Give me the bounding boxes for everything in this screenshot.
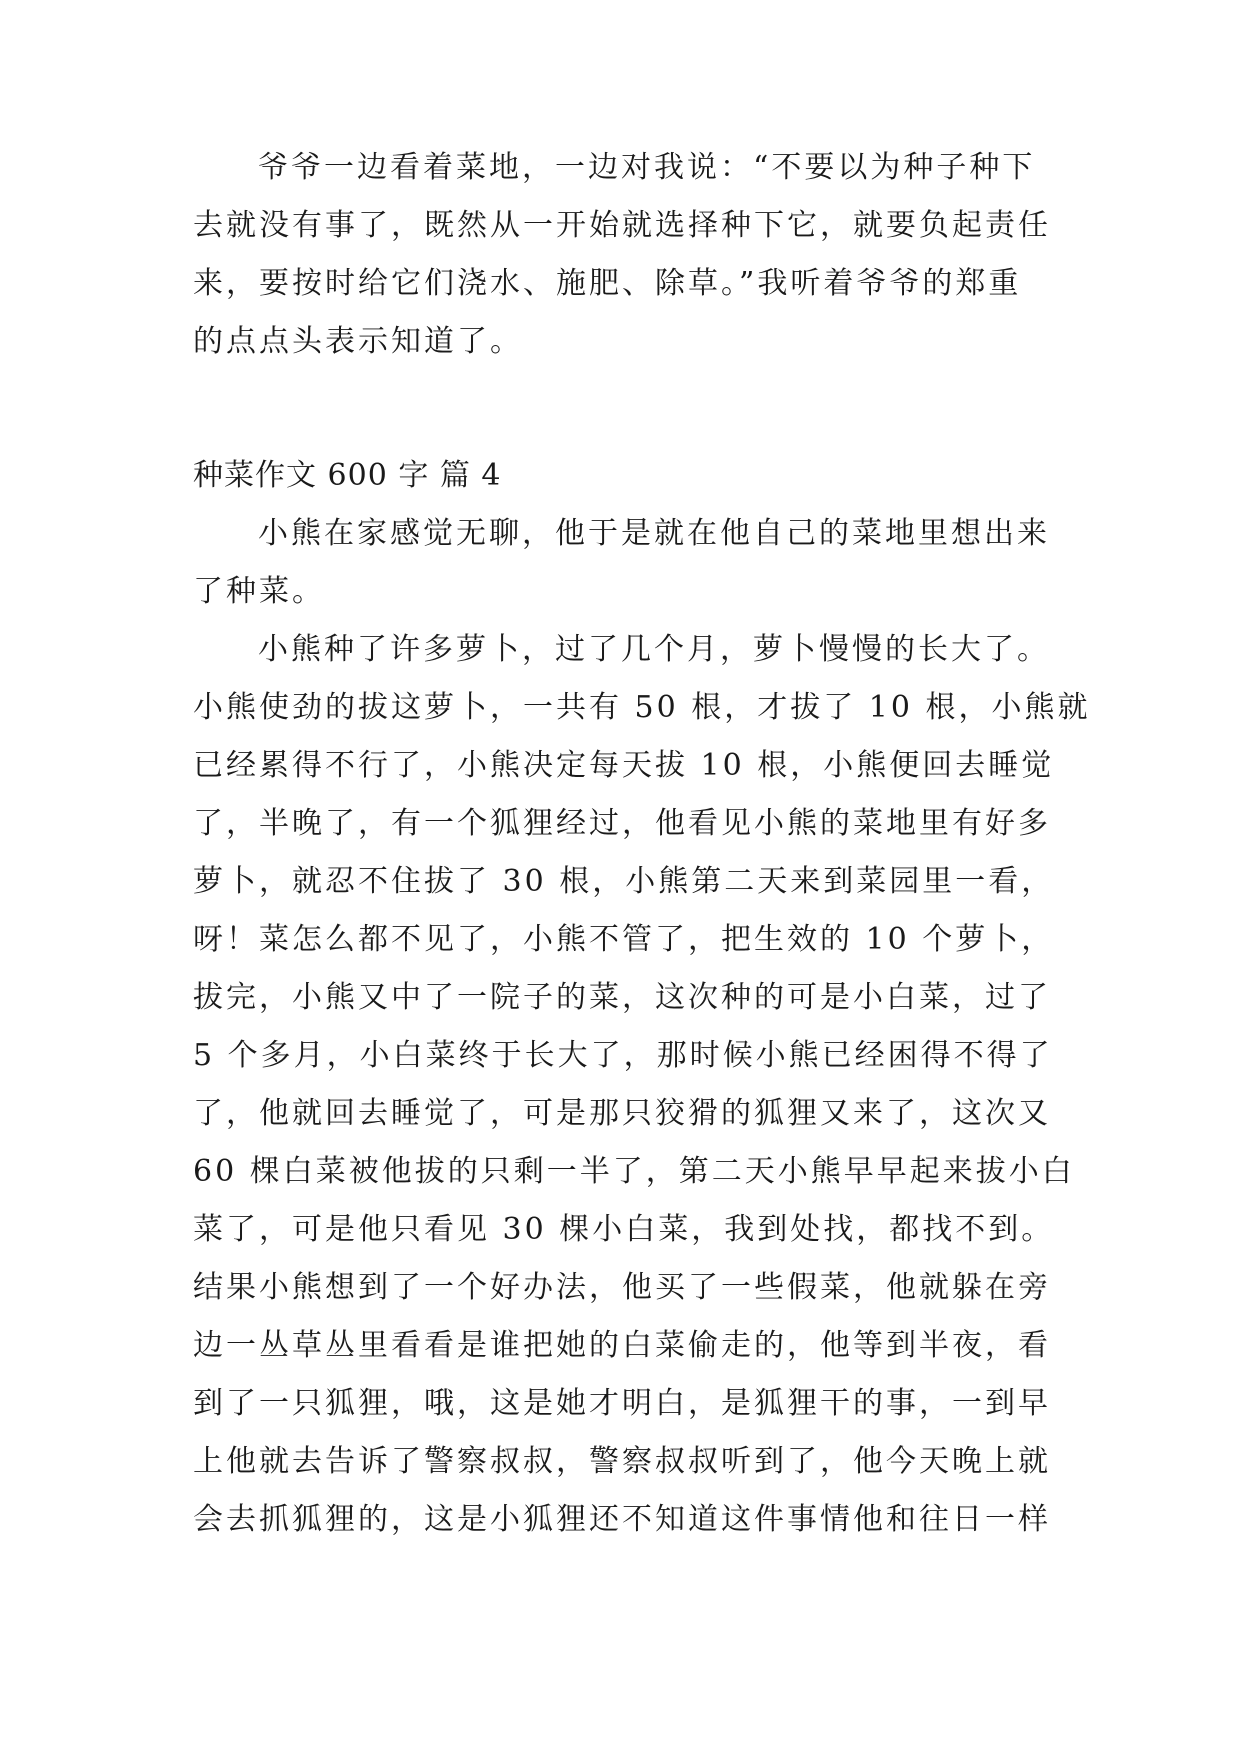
paragraph-line: 爷爷一边看着菜地，一边对我说：“不要以为种子种下 xyxy=(258,150,1036,185)
paragraph-line: 会去抓狐狸的，这是小狐狸还不知道这件事情他和往日一样 xyxy=(193,1502,1051,1537)
paragraph-line: 拔完，小熊又中了一院子的菜，这次种的可是小白菜，过了 xyxy=(193,980,1051,1015)
paragraph-line: 已经累得不行了，小熊决定每天拔 10 根，小熊便回去睡觉 xyxy=(193,748,1055,783)
paragraph-line: 5 个多月，小白菜终于长大了，那时候小熊已经困得不得了 xyxy=(193,1038,1053,1073)
paragraph-line: 上他就去告诉了警察叔叔，警察叔叔听到了，他今天晚上就 xyxy=(193,1444,1051,1479)
paragraph-line: 60 棵白菜被他拔的只剩一半了，第二天小熊早早起来拔小白 xyxy=(193,1154,1075,1189)
paragraph-line: 菜了，可是他只看见 30 棵小白菜，我到处找，都找不到。 xyxy=(193,1212,1055,1247)
paragraph-line: 小熊在家感觉无聊，他于是就在他自己的菜地里想出来 xyxy=(258,516,1050,551)
paragraph-line: 到了一只狐狸，哦，这是她才明白，是狐狸干的事，一到早 xyxy=(193,1386,1051,1421)
paragraph-line: 了，半晚了，有一个狐狸经过，他看见小熊的菜地里有好多 xyxy=(193,806,1051,841)
paragraph-line: 了，他就回去睡觉了，可是那只狡猾的狐狸又来了，这次又 xyxy=(193,1096,1051,1131)
paragraph-line: 的点点头表示知道了。 xyxy=(193,324,523,359)
paragraph-line: 呀！菜怎么都不见了，小熊不管了，把生效的 10 个萝卜， xyxy=(193,922,1055,957)
paragraph-line: 边一丛草丛里看看是谁把她的白菜偷走的，他等到半夜，看 xyxy=(193,1328,1051,1363)
paragraph-line: 去就没有事了，既然从一开始就选择种下它，就要负起责任 xyxy=(193,208,1051,243)
section-heading: 种菜作文 600 字 篇 4 xyxy=(193,458,502,493)
paragraph-line: 小熊使劲的拔这萝卜，一共有 50 根，才拔了 10 根，小熊就 xyxy=(193,690,1091,725)
paragraph-line: 小熊种了许多萝卜，过了几个月，萝卜慢慢的长大了。 xyxy=(258,632,1050,667)
paragraph-line: 结果小熊想到了一个好办法，他买了一些假菜，他就躲在旁 xyxy=(193,1270,1051,1305)
paragraph-line: 了种菜。 xyxy=(193,574,325,609)
paragraph-line: 来，要按时给它们浇水、施肥、除草。”我听着爷爷的郑重 xyxy=(193,266,1022,301)
paragraph-line: 萝卜，就忍不住拔了 30 根，小熊第二天来到菜园里一看， xyxy=(193,864,1055,899)
